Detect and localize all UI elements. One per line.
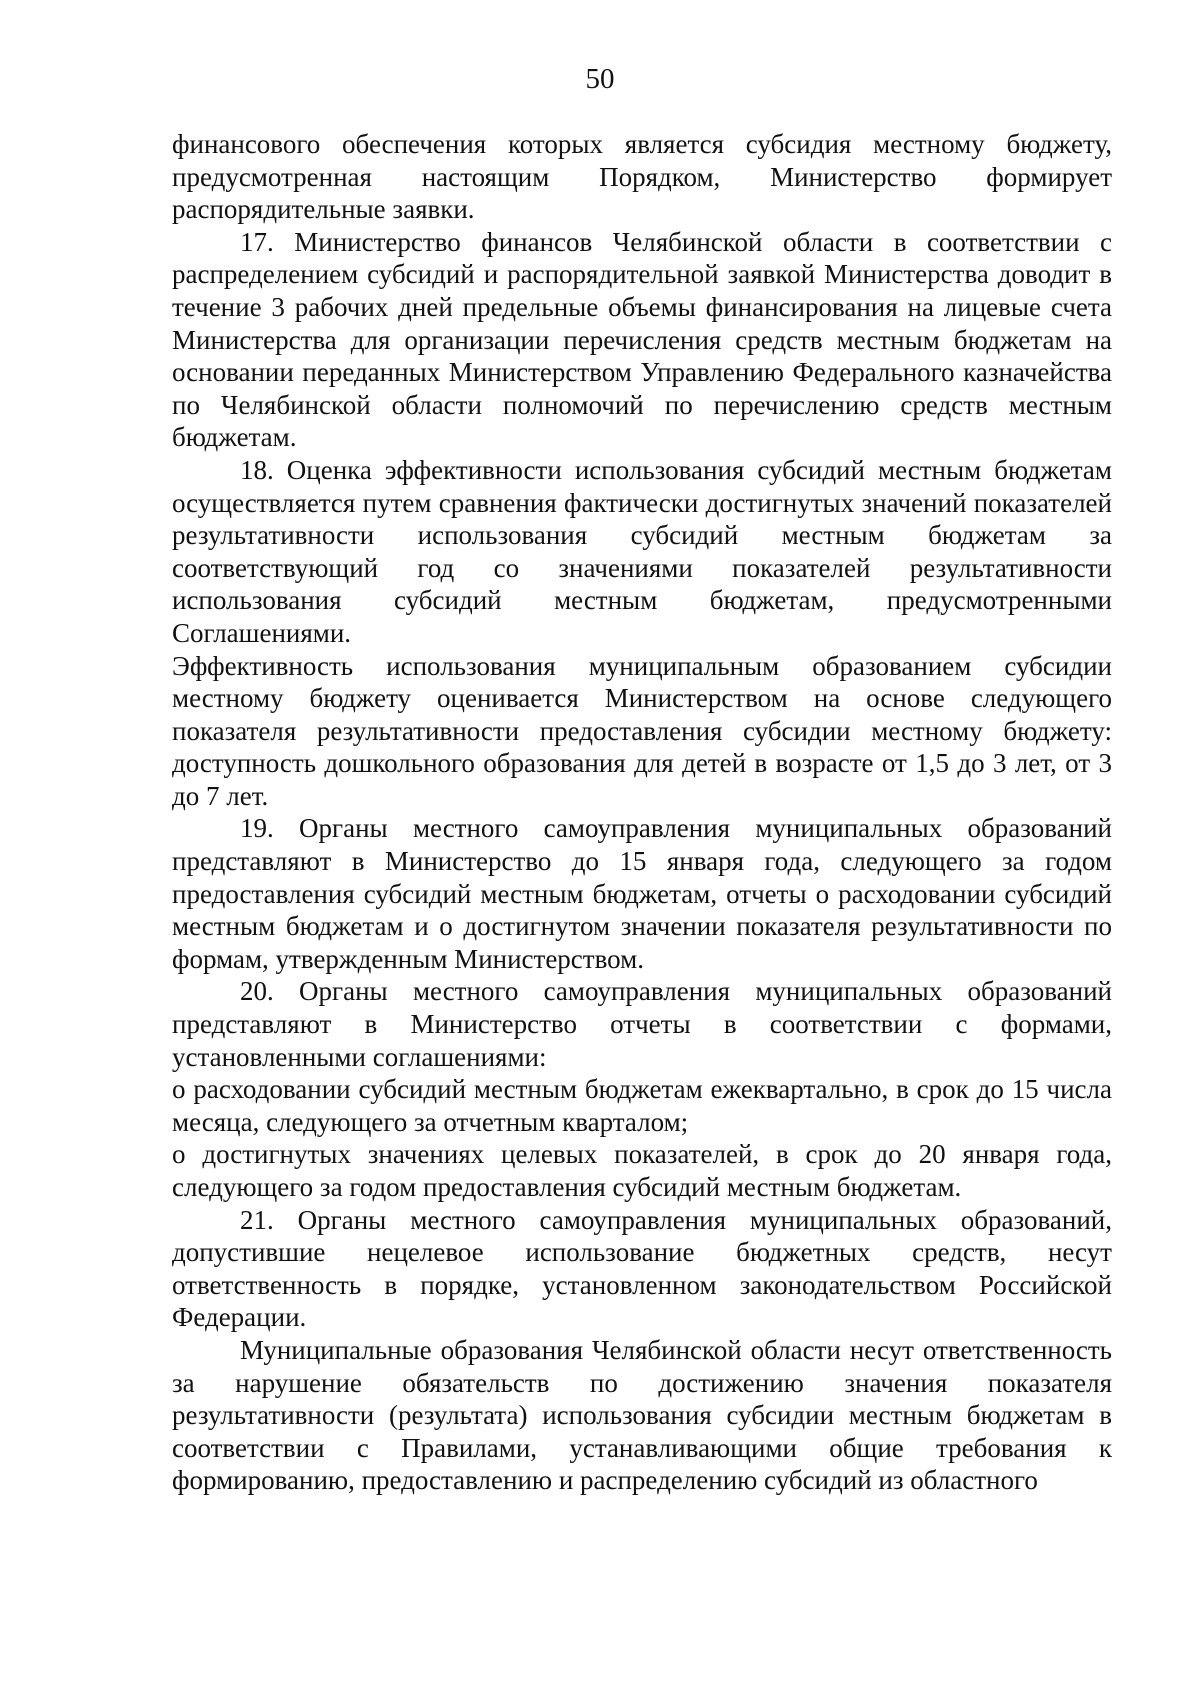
paragraph-continuation: финансового обеспечения которых является субсидия местному бюджету, предусмотренная настоящим Порядком, Министерство формирует распорядительные заявки. [172, 129, 1112, 225]
page-number: 50 [585, 63, 615, 95]
paragraph-21: 21. Органы местного самоуправления муниципальных образований, допустившие нецелевое использование бюджетных средств, несут ответственность в порядке, установленном законодательством Российской Федерации. [172, 1204, 1112, 1333]
paragraph-20-indicators: о достигнутых значениях целевых показателей, в срок до 20 января года, следующего за годом предоставления субсидий местным бюджетам. [172, 1139, 1112, 1202]
paragraph-19: 19. Органы местного самоуправления муниципальных образований представляют в Министерство до 15 января года, следующего за годом предоставления субсидий местным бюджетам, отчеты о расходовании субсидий местным бюджетам и о достигнутом значении показателя результативности по формам, утвержденным Министерством. [172, 813, 1112, 974]
document-body [172, 128, 1112, 1497]
paragraph-20: 20. Органы местного самоуправления муниципальных образований представляют в Министерство отчеты в соответствии с формами, установленными соглашениями: [172, 976, 1112, 1072]
paragraph-17: 17. Министерство финансов Челябинской области в соответствии с распределением субсидий и распорядительной заявкой Министерства доводит в течение 3 рабочих дней предельные объемы финансирования на лицевые счета Министерства для организации перечисления средств местным бюджетам на основании переданных Министерством Управлению Федерального казначейства по Челябинской области полномочий по перечислению средств местным бюджетам. [172, 226, 1112, 453]
paragraph-18-effectiveness: Эффективность использования муниципальным образованием субсидии местному бюджету оценивается Министерством на основе следующего показателя результативности предоставления субсидии местному бюджету: доступность дошкольного образования для детей в возрасте от 1,5 до 3 лет, от 3 до 7 лет. [172, 650, 1112, 811]
paragraph-18: 18. Оценка эффективности использования субсидий местным бюджетам осуществляется путем сравнения фактически достигнутых значений показателей результативности использования субсидий местным бюджетам за соответствующий год со значениями показателей результативности использования субсидий местным бюджетам, предусмотренными Соглашениями. [172, 454, 1112, 648]
paragraph-20-expenses: о расходовании субсидий местным бюджетам ежеквартально, в срок до 15 числа месяца, следующего за отчетным кварталом; [172, 1074, 1112, 1137]
paragraph-21-responsibility: Муниципальные образования Челябинской области несут ответственность за нарушение обязательств по достижению значения показателя результативности (результата) использования субсидии местным бюджетам в соответствии с Правилами, устанавливающими общие требования к формированию, предоставлению и распределению субсидий из областного [172, 1334, 1112, 1496]
